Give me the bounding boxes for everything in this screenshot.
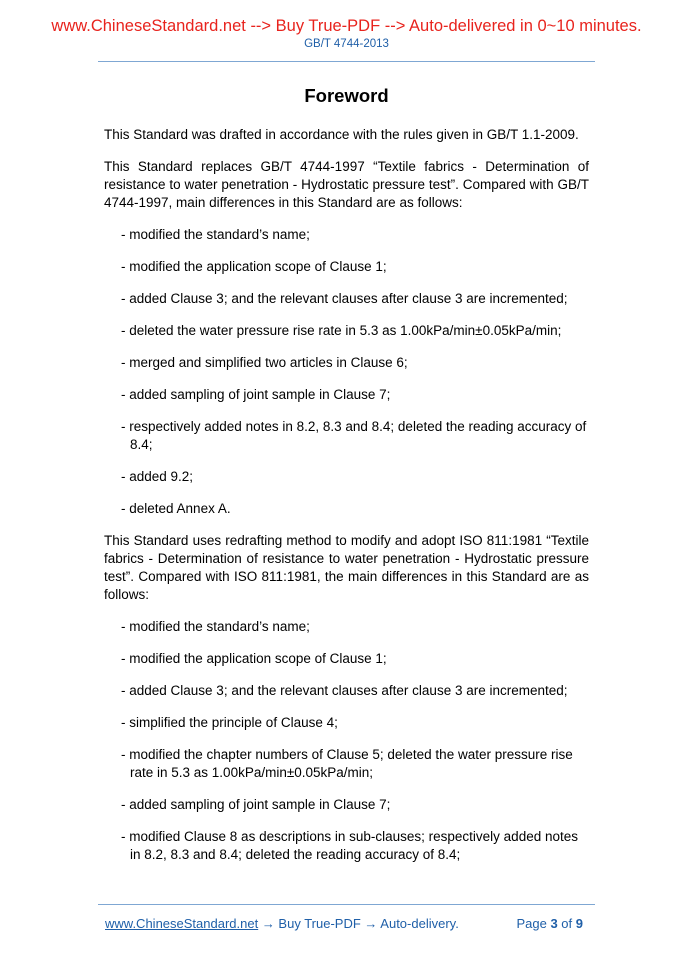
page-total: 9 <box>575 916 583 931</box>
list-item: - modified the application scope of Clause 1; <box>121 651 387 666</box>
list-item: - modified the chapter numbers of Clause 5; deleted the water pressure rise rate in 5.3 as 1.00kPa/min±0.05kPa/min; <box>121 747 573 780</box>
list-item: - modified the standard’s name; <box>121 619 310 634</box>
differences-list-1997 <box>104 226 589 518</box>
header-divider <box>98 61 595 62</box>
paragraph-drafting-rules: This Standard was drafted in accordance with the rules given in GB/T 1.1-2009. <box>104 127 579 142</box>
list-item: - deleted Annex A. <box>121 501 231 516</box>
footer-site-link[interactable]: www.ChineseStandard.net <box>105 916 259 931</box>
paragraph-replaces: This Standard replaces GB/T 4744-1997 “Textile fabrics - Determination of resistance to water penetration - Hydrostatic pressure test”. Compared with GB/T 4744-1997, main differences in this Standard are as follows: <box>104 159 589 210</box>
list-item: - modified Clause 8 as descriptions in sub-clauses; respectively added notes in 8.2, 8.3 and 8.4; deleted the reading accuracy of 8.4; <box>121 829 578 862</box>
list-item: - added Clause 3; and the relevant clauses after clause 3 are incremented; <box>121 683 568 698</box>
header-banner-link[interactable]: www.ChineseStandard.net --> Buy True-PDF --> Auto-delivered in 0~10 minutes. <box>51 17 642 35</box>
footer-link[interactable] <box>105 916 459 931</box>
list-item: - added sampling of joint sample in Clause 7; <box>121 797 391 812</box>
page-indicator <box>516 916 583 931</box>
page-of: of <box>561 916 573 931</box>
document-id: GB/T 4744-2013 <box>304 38 389 50</box>
document-body <box>104 126 589 878</box>
differences-list-iso <box>104 618 589 864</box>
page-title: Foreword <box>304 85 389 106</box>
footer-tagline: → Buy True-PDF → Auto-delivery. <box>258 916 459 931</box>
footer-divider <box>98 904 595 905</box>
list-item: - modified the application scope of Clause 1; <box>121 259 387 274</box>
page-label: Page <box>516 916 547 931</box>
list-item: - added 9.2; <box>121 469 194 484</box>
list-item: - respectively added notes in 8.2, 8.3 and 8.4; deleted the reading accuracy of 8.4; <box>121 419 587 452</box>
list-item: - merged and simplified two articles in Clause 6; <box>121 355 408 370</box>
list-item: - deleted the water pressure rise rate in 5.3 as 1.00kPa/min±0.05kPa/min; <box>121 323 562 338</box>
list-item: - simplified the principle of Clause 4; <box>121 715 338 730</box>
list-item: - modified the standard’s name; <box>121 227 310 242</box>
page-current: 3 <box>550 916 558 931</box>
paragraph-redrafting: This Standard uses redrafting method to modify and adopt ISO 811:1981 “Textile fabrics - Determination of resistance to water penetration - Hydrostatic pressure test”. Compared with ISO 811:1981, the main differences in this Standard are as follows: <box>104 533 589 602</box>
list-item: - added Clause 3; and the relevant clauses after clause 3 are incremented; <box>121 291 568 306</box>
list-item: - added sampling of joint sample in Clause 7; <box>121 387 391 402</box>
